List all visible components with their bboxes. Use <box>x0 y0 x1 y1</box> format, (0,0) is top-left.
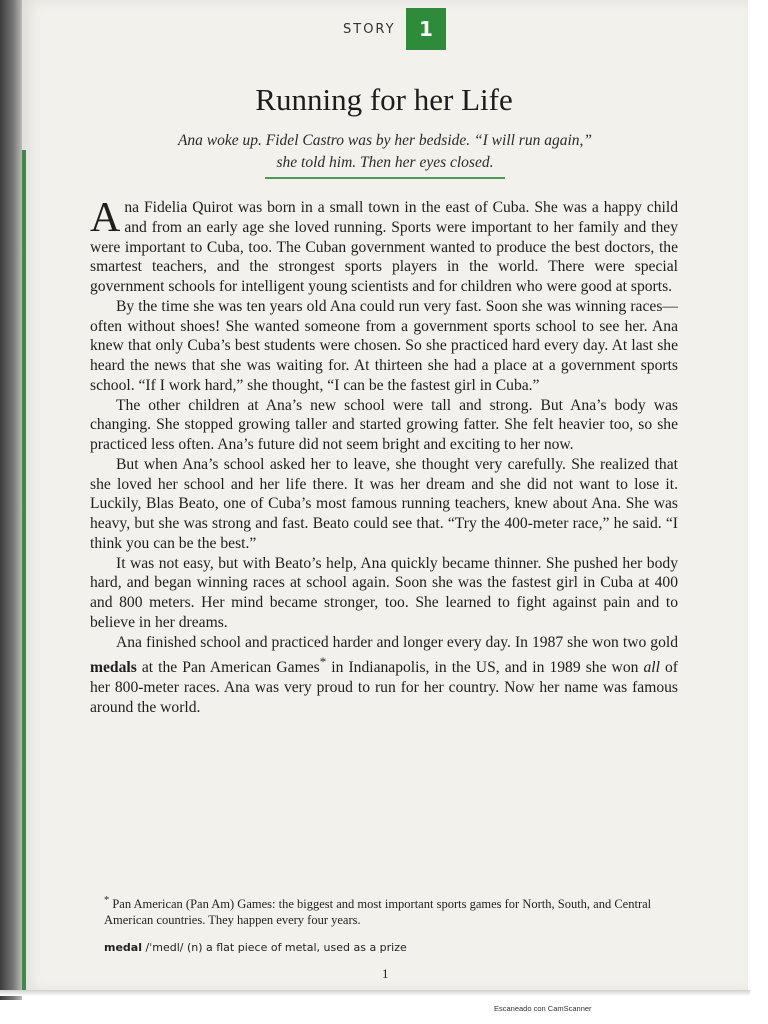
paragraph: The other children at Ana’s new school were tall and strong. But Ana’s body was changing. She stopped growing taller and started growing fatter. She felt heavier too, so she practiced less often. Ana’s future did not seem bright and exciting to her now. <box>90 396 678 453</box>
footnote-marker: * <box>319 654 327 670</box>
scan-edge-bottom <box>0 990 750 996</box>
paragraph-text: Ana finished school and practiced harder and longer every day. In 1987 she won two gold <box>116 633 678 651</box>
paragraph <box>90 633 678 718</box>
story-body <box>90 195 679 718</box>
paragraph-text: of her 800-meter races. Ana was very proud to run for her country. Now her name was famous around the world. <box>90 659 679 716</box>
glossary-term: medal <box>104 941 142 954</box>
footnote-mark: * <box>104 895 110 906</box>
green-binding-strip <box>22 150 26 990</box>
paragraph-text: in Indianapolis, in the US, and in 1989 she won <box>326 659 644 677</box>
glossary-entry <box>104 941 407 954</box>
story-subtitle <box>130 130 640 174</box>
subtitle-line: she told him. Then her eyes closed. <box>276 154 494 171</box>
drop-cap: A <box>90 195 121 241</box>
emphasized-word: all <box>643 659 660 677</box>
scanner-credit: Escaneado con CamScanner <box>494 1004 592 1013</box>
paragraph: It was not easy, but with Beato’s help, Ana quickly became thinner. She pushed her body hard, and began winning races at school again. Soon she was the fastest girl in Cuba at 400 and 800 meters. Her mind became stronger, too. She learned to fight against pain and to believe in her dreams. <box>90 554 678 631</box>
footnote <box>104 893 684 928</box>
footnote-text: Pan American (Pan Am) Games: the biggest and most important sports games for North, South, and Central American countries. They happen every four years. <box>104 897 652 928</box>
scan-edge-left <box>0 0 22 1000</box>
paragraph: But when Ana’s school asked her to leave, she thought very carefully. She realized that she loved her school and her life there. It was her dream and she did not want to lose it. Luckily, Blas Beato, one of Cuba’s most famous running teachers, knew about Ana. She was heavy, but she was strong and fast. Beato could see that. “Try the 400-meter race,” he said. “I think you can be the best.” <box>90 455 678 552</box>
story-number-badge: 1 <box>406 8 446 50</box>
story-label: STORY <box>343 22 396 37</box>
paragraph: By the time she was ten years old Ana could run very fast. Soon she was winning races—often without shoes! She wanted someone from a government sports school to see her. Ana knew that only Cuba’s best students were chosen. So she practiced hard every day. At last she heard the news that she was waiting for. At thirteen she had a place at a government sports school. “If I work hard,” she thought, “I can be the fastest girl in Cuba.” <box>90 297 678 394</box>
paragraph-text: at the Pan American Games <box>136 659 320 677</box>
paragraph-text: na Fidelia Quirot was born in a small town in the east of Cuba. She was a happy child and from an early age she loved running. Sports were important to her family and they were important to Cuba, too. The Cuban government wanted to produce the best doctors, the smartest teachers, and the strongest sports players in the world. There were special government schools for intelligent young scientists and for children who were good at sports. <box>90 199 678 295</box>
title-divider <box>265 177 505 179</box>
subtitle-line: Ana woke up. Fidel Castro was by her bedside. “I will run again,” <box>177 132 593 149</box>
page-number: 1 <box>382 966 389 981</box>
glossary-word: medals <box>90 659 137 677</box>
story-title: Running for her Life <box>255 82 513 117</box>
glossary-definition: /ˈmedl/ (n) a flat piece of metal, used as a prize <box>142 941 407 954</box>
paragraph <box>90 195 678 297</box>
